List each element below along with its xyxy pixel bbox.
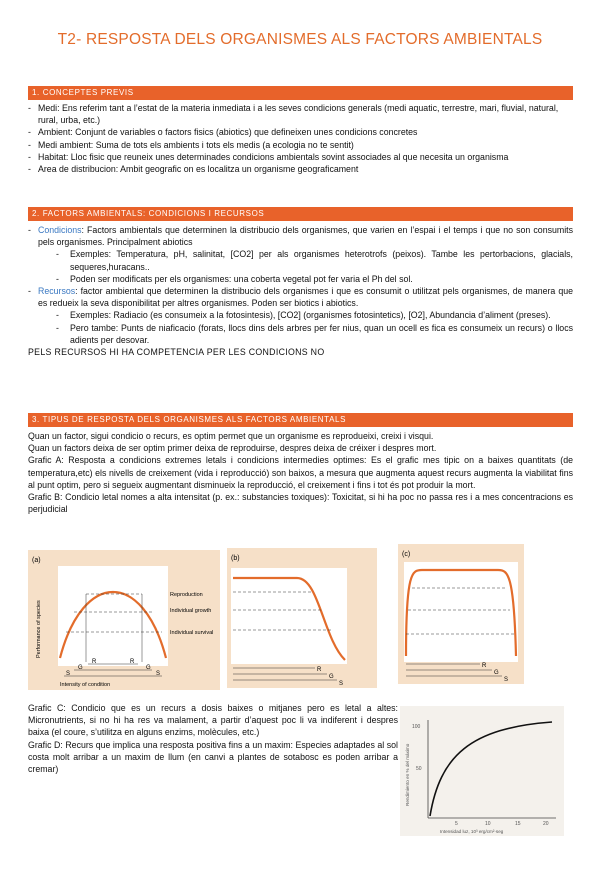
figure-a-letter-s2: S xyxy=(156,671,161,677)
figure-a-letter-g2: G xyxy=(146,665,151,671)
figure-d-ytick-100: 100 xyxy=(412,724,421,730)
figure-c-letter-s: S xyxy=(504,677,509,683)
figure-d-xtick: 15 xyxy=(515,821,521,827)
concept-item: - Medi: Ens referim tant a l’estat de la materia inmediata i a les seves condicions generals (medi aquatic, terrestre, mari, fluvial, natural, rural, urba, etc.) xyxy=(28,102,573,126)
figure-c-letter-r: R xyxy=(482,663,487,669)
figure-a-letter-r2: R xyxy=(130,659,135,665)
figure-a-xlabel: Intensity of condition xyxy=(60,682,111,688)
figure-a-graph xyxy=(28,550,220,690)
condicions-term: Condicions xyxy=(38,225,82,235)
condicions-item xyxy=(28,224,573,285)
concept-item: - Habitat: Lloc fisic que reuneix unes determinades condicions ambientals sovint associades al que necesita un organisma xyxy=(28,151,573,163)
figure-d-graph xyxy=(400,706,564,836)
paragraph-grafic-b: Grafic B: Condicio letal nomes a alta intensitat (p. ex.: substancies toxiques): Toxicitat, si hi ha poc no passa res i a mes concentracions es perjudicial xyxy=(28,492,573,515)
section-heading-2: 2. FACTORS AMBIENTALS: CONDICIONS I RECURSOS xyxy=(28,207,573,221)
figure-a-letter-r: R xyxy=(92,659,97,665)
competencia-note: PELS RECURSOS HI HA COMPETENCIA PER LES CONDICIONS NO xyxy=(28,347,325,358)
paragraph-grafic-d: Grafic D: Recurs que implica una resposta positiva fins a un maxim: Especies adaptades al sol costa molt arribar a un maxim de llum (en canvi a plantes de sotabosc es poden arribar a cremar) xyxy=(28,739,398,775)
figure-b-letter-g: G xyxy=(329,674,334,680)
section3-body xyxy=(28,430,573,515)
figure-a-legend-survival: Individual survival xyxy=(170,630,214,636)
section1-list xyxy=(28,102,573,175)
paragraph-optim: Quan un factor, sigui condicio o recurs, es optim permet que un organisme es reprodueixi, creixi i visqui. xyxy=(28,431,434,441)
concept-item: - Area de distribucion: Ambit geografic on es localitza un organisme geograficament xyxy=(28,163,573,175)
section-heading-3: 3. TIPUS DE RESPOSTA DELS ORGANISMES ALS FACTORS AMBIENTALS xyxy=(28,413,573,427)
figure-d-xlabel: Intensidad luz, 10³ erg/cm²·seg xyxy=(440,829,504,834)
figure-d-xtick: 10 xyxy=(485,821,491,827)
condicions-sub-2: - Poden ser modificats per els organismes: una coberta vegetal pot fer varia el Ph del sol. xyxy=(48,273,573,285)
figure-b xyxy=(227,548,377,688)
paragraph-grafic-a: Grafic A: Resposta a condicions extremes letals i condicions intermedies optimes: Es el grafic mes tipic on a baixes quantitats (de temperatura,etc) els nivells de creixement (vida i reproducció) son baixos, a mesura que augmenta aquest recurs augmenta la viabilitat fins al punt optim, pero si segueix augmentant disminueix la reproducció, el creixement i fins i tot és pot produir la mort. xyxy=(28,455,573,490)
figure-b-letter-s: S xyxy=(339,681,344,687)
figure-c xyxy=(398,544,524,684)
concept-item: - Ambient: Conjunt de variables o factors fisics (abiotics) que defineixen unes condicions concretes xyxy=(28,126,573,138)
figure-b-graph xyxy=(227,548,377,688)
figure-a-legend-reproduction: Reproduction xyxy=(170,592,203,598)
figure-a-ylabel: Performance of species xyxy=(36,600,42,658)
condicions-sub-1: - Exemples: Temperatura, pH, salinitat, [CO2] per als organismes heterotrofs (peixos). Tambe les pertorbacions, glacials, sequeres,huracans.. xyxy=(48,248,573,272)
figure-c-panel: (c) xyxy=(402,551,411,558)
figure-b-letter-r: R xyxy=(317,667,322,673)
figure-a-panel: (a) xyxy=(32,557,41,564)
recursos-item xyxy=(28,285,573,346)
recursos-text: : factor ambiental que determinen la distribucio dels organismes i que es consumit o utilitzat pels organismes, de manera que es redueix la seva disponibilitat per altres organismes. Poden ser biotics i abiotics. xyxy=(38,286,573,309)
recursos-term: Recursos xyxy=(38,286,76,297)
figure-d-curve xyxy=(430,722,552,816)
paragraph-no-optim: Quan un factors deixa de ser optim primer deixa de reproduirse, despres deixa de créixer i despres mort. xyxy=(28,443,437,454)
section3-body-lower xyxy=(28,702,398,775)
concepts-list xyxy=(28,102,573,175)
figure-c-plot-area xyxy=(404,562,518,662)
figure-c-graph xyxy=(398,544,524,684)
figure-d-xtick: 5 xyxy=(455,821,458,827)
figure-b-plot-area xyxy=(231,568,347,664)
figure-d-ylabel: Rendimiento en % del máximo xyxy=(405,743,410,806)
figure-a-letter-s: S xyxy=(66,671,71,677)
condicions-text: : Factors ambientals que determinen la distribucio dels organismes, que varien en l’espai i el temps i que no son consumits pels organismes. Principalment abiotics xyxy=(38,225,573,248)
recursos-sub-1: - Exemples: Radiacio (es consumeix a la fotosintesis), [CO2] (organismes fotosintetics), [O2], Abundancia d’aliment (preses). xyxy=(48,309,573,321)
figure-d xyxy=(400,706,564,836)
section-heading-1: 1. CONCEPTES PREVIS xyxy=(28,86,573,100)
paragraph-grafic-c: Grafic C: Condicio que es un recurs a dosis baixes o mitjanes pero es letal a altes: Micronutrients, si no hi ha res va malament, a partir d’aquest poc li va indiferent i despres baixa (el coure, s’utilitza en alguns enzims, molècules, etc.) xyxy=(28,703,398,738)
figure-a-letter-g: G xyxy=(78,665,83,671)
figure-a-plot-area xyxy=(58,566,168,666)
recursos-sub-2: - Pero tambe: Punts de niaficacio (forats, llocs dins dels arbres per fer nius, quan un ocell es fica es consumeix un recurs) o llocs adients per desovar. xyxy=(48,322,573,346)
section2-body xyxy=(28,224,573,358)
figure-a-legend-growth: Individual growth xyxy=(170,608,212,614)
figure-a xyxy=(28,550,220,690)
figure-c-letter-g: G xyxy=(494,670,499,676)
figure-b-panel: (b) xyxy=(231,555,240,562)
figure-d-xtick: 20 xyxy=(543,821,549,827)
concept-item: - Medi ambient: Suma de tots els ambients i tots els medis (a ecologia no te sentit) xyxy=(28,139,573,151)
figure-d-ytick-50: 50 xyxy=(416,766,422,772)
page-title: T2- RESPOSTA DELS ORGANISMES ALS FACTORS AMBIENTALS xyxy=(57,31,543,48)
